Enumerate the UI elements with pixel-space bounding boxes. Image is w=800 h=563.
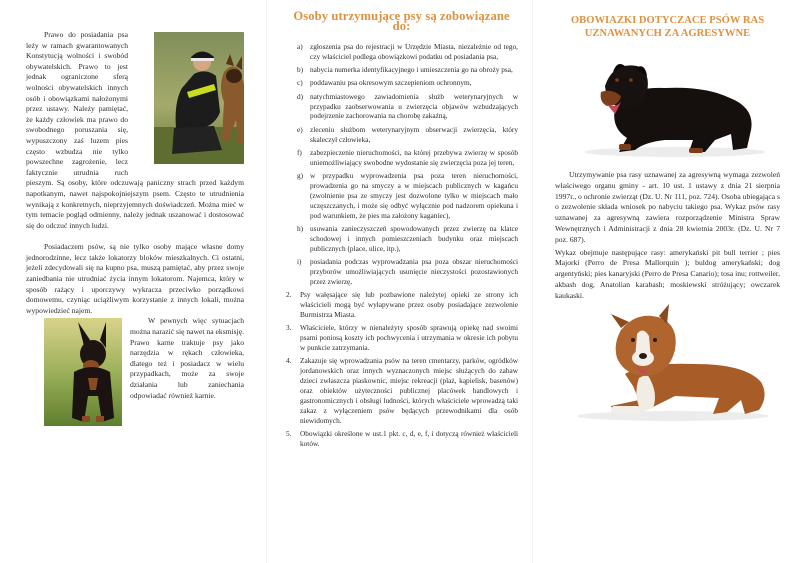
list-item: 5. Obowiązki określone w ust.1 pkt. c, d, e, f, i dotyczą również właścicieli kotów. [286, 429, 518, 449]
aggressive-breeds-title: OBOWIAZKI DOTYCZACE PSÓW RAS UZNAWANYCH ZA AGRESYWNE [570, 15, 765, 39]
list-item: b) nabycia numerka identyfikacyjnego i umieszczenia go na obroży psa, [297, 65, 513, 75]
permit-paragraph: Utrzymywanie psa rasy uznawanej za agresywną wymaga zezwoleń właściwego organu gminy - art. 10 ust. 1 ustawy z dnia 21 sierpnia 1997r., o ochronie zwierząt (Dz. U. Nr 111, poz. 724). Osoba ubiegająca s o zezwolenie składa wniosek po nabyciu takiego psa. Wykaz psów rasy uznawanej za agresywną zawiera rozporządzenie Ministra Spraw Wewnętrznych i Administracji z dnia 28 kwietnia 2003r. (Dz. U. Nr 7 poz. 687). [555, 170, 780, 244]
breeds-list-paragraph: Wykaz obejmuje następujące rasy: amerykański pit bull terrier ; pies Majorki (Perro de Presa Mallorquin ); buldog amerykański; dog argentyński; pies kanaryjski (Perro de Presa Canario); tosa inu; rottweiler, akbash dog, Anatolian karabash; moskiewski stróżujący; owczarek kaukaski. [555, 247, 780, 300]
rottweiler-photo [555, 48, 780, 160]
middle-column [266, 0, 533, 563]
criminal-law-paragraph: W pewnych więc sytuacjach można narazić się nawet na eksmisję. Prawo karne traktuje psy jako narzędzia w rękach człowieka, dlatego też i posiadacz w wielu przypadkach, może za swoje działania lub zaniechania odpowiadać również karnie. [26, 316, 244, 401]
list-item: 4. Zakazuje się wprowadzania psów na teren cmentarzy, parków, ogródków jordanowskich oraz innych wyznaczonych miejsc służących do zabaw dzieci zwłaszcza piaskownic, miejsc rekreacji (plaż, kąpielisk, basenów) oraz obiektów użyteczności publicznej placówek handlowych i gastronomicznych i obsługi ludności, których właściciele wprowadzą taki zakaz z wyłączeniem psów będących przewodnikami dla osób niewidomych. [286, 356, 518, 425]
obligations-title: Osoby utrzymujące psy są zobowiązane do: [293, 9, 510, 33]
list-item: 3. Właściciele, którzy w nienależyty sposób sprawują opiekę nad swoimi psami poniosą koszty ich pochwycenia i utrzymania w okresie ich pobytu w punkcie zatrzymania. [286, 323, 518, 353]
tenants-paragraph: Posiadaczem psów, są nie tylko osoby mające własne domy jednorodzinne, lecz także lokatorzy bloków mieszkalnych. Ci ostatni, jeżeli zdecydowali się na kupno psa, muszą pamiętać, aby przez swoje zaniedbania nie utrudniać życia innym lokatorom. Najemca, który w sposób rażący i uporczywy wykracza przeciwko porządkowi domowemu, czyniąc uciążliwym korzystanie z innych lokali, można wypowiedzieć najem. [26, 242, 244, 315]
intro-paragraph: Prawo do posiadania psa leży w ramach gwarantowanych Konstytucją wolności i swobód obywatelskich. Prawo to jest jednak ograniczone sferą wolności obywatelskich innych osób i obowiązkami nałożonymi przez ustawy. Należy pamiętać, że każdy człowiek ma prawo do swobodnego poruszania się, wypuszczony zaś luzem pies często wzbudza nie tylko powszechne zagrożenie, lecz faktycznie utrudnia ruch pieszym. Są osoby, które odczuwają paniczny strach przed każdym napotkanym, nawet najspokojniejszym psem. Często te utrudnienia wynikają z konkretnych, nieprzyjemnych doświadczeń. Można mieć w tym temacie pogląd odmienny, należy jednak uszanować i dostosować się do odczuć innych ludzi. [26, 30, 244, 231]
right-column [533, 0, 800, 563]
list-item: 2. Psy wałęsające się lub pozbawione należytej opieki ze strony ich właścicieli mogą być wyłapywane przez osoby posiadające zezwolenie Burmistrza Miasta. [286, 290, 518, 320]
list-item: h) usuwania zanieczyszczeń spowodowanych przez zwierzę na klatce schodowej i innych pomieszczeniach budynku oraz miejscach publicznych (place, ulice, itp.), [297, 224, 518, 253]
list-item: c) poddawaniu psa okresowym szczepieniom ochronnym, [297, 78, 472, 88]
list-item: g) w przypadku wyprowadzenia psa poza teren nieruchomości, prowadzenia go na smyczy a w miejscach publicznych w kagańcu (zwolnienie psa ze smyczy jest dozwolone tylko w miejscach mało uczęszczanych, i może się odbyć wyłącznie pod nadzorem opiekuna i pod warunkiem, że pies ma założony kaganiec), [297, 171, 518, 220]
list-item: d) natychmiastowego zawiadomienia służb weterynaryjnych w przypadku zaobserwowania u zwierzęcia objawów wzbudzających podejrzenie zachorowania na chorobę zakaźną, [297, 91, 518, 121]
police-officer-with-dog-photo [136, 32, 244, 164]
left-column [0, 0, 266, 563]
list-item: a) zgłoszenia psa do rejestracji w Urzędzie Miasta, niezależnie od tego, czy właściciel podlega obowiązkowi podatku od posiadania psa, [297, 41, 518, 61]
staffordshire-terrier-photo [555, 304, 780, 422]
doberman-photo [26, 318, 122, 426]
list-item: i) posiadania podczas wyprowadzania psa poza obszar nieruchomości przyborów umożliwiających usunięcie nieczystości pozostawionych przez zwierzę, [297, 257, 518, 286]
obligations-alpha-list [297, 42, 518, 287]
obligations-numbered-list [286, 290, 518, 449]
list-item: f) zabezpieczenie nieruchomości, na której przebywa zwierzę w sposób uniemożliwiający swobodne wydostanie się zwierzęcia poza jej teren, [297, 147, 518, 167]
list-item: e) zleceniu służbom weterynaryjnym obserwacji zwierzęcia, który skaleczył człowieka, [297, 124, 518, 144]
